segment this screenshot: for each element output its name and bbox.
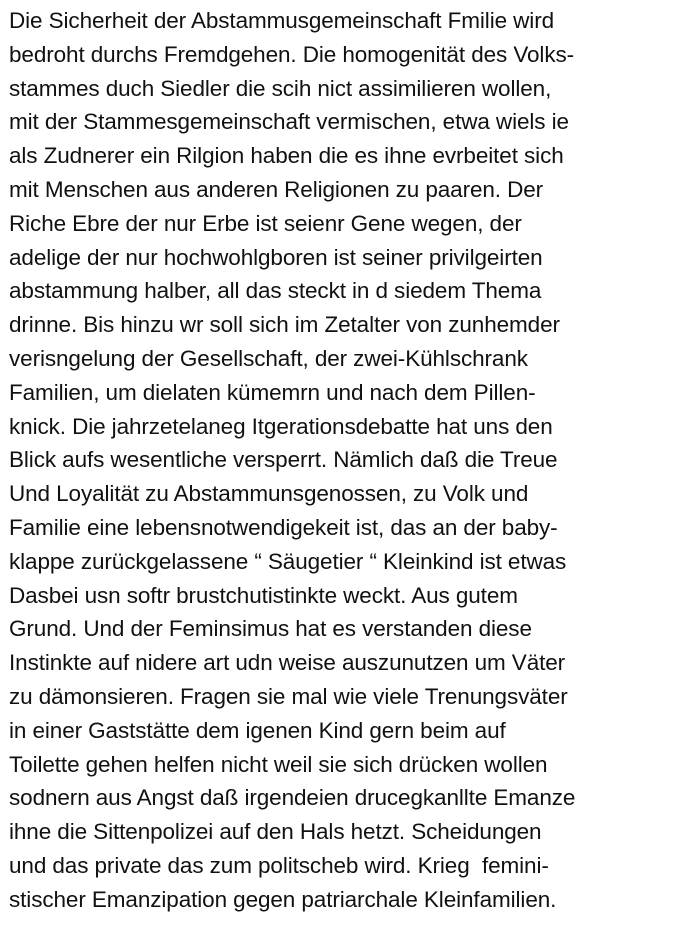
text-line: drinne. Bis hinzu wr soll sich im Zetalter von zunhemder	[9, 312, 560, 338]
text-line: ihne die Sittenpolizei auf den Hals hetzt. Scheidungen	[9, 819, 542, 845]
text-line: sodnern aus Angst daß irgendeien drucegkanllte Emanze	[9, 785, 576, 811]
text-line: abstammung halber, all das steckt in d siedem Thema	[9, 278, 542, 304]
text-line: Toilette gehen helfen nicht weil sie sich drücken wollen	[9, 751, 548, 777]
text-line: Und Loyalität zu Abstammunsgenossen, zu Volk und	[9, 481, 529, 507]
text-line: in einer Gaststätte dem igenen Kind gern beim auf	[9, 717, 506, 743]
text-line: stischer Emanzipation gegen patriarchale Kleinfamilien.	[9, 886, 557, 912]
text-line: zu dämonsieren. Fragen sie mal wie viele Trenungsväter	[9, 683, 568, 709]
text-line: mit der Stammesgemeinschaft vermischen, etwa wiels ie	[9, 109, 569, 135]
text-line: Dasbei usn softr brustchutistinkte weckt. Aus gutem	[9, 582, 518, 608]
text-line: Familie eine lebensnotwendigekeit ist, das an der baby-	[9, 514, 558, 540]
text-line: klappe zurückgelassene “ Säugetier “ Kleinkind ist etwas	[9, 548, 567, 574]
text-line: verisngelung der Gesellschaft, der zwei-Kühlschrank	[9, 345, 528, 371]
text-line: Instinkte auf nidere art udn weise auszunutzen um Väter	[9, 650, 566, 676]
text-line: knick. Die jahrzetelaneg Itgerationsdebatte hat uns den	[9, 413, 553, 439]
body-text	[9, 4, 679, 917]
text-line: Blick aufs wesentliche versperrt. Nämlich daß die Treue	[9, 447, 558, 473]
text-line: adelige der nur hochwohlgboren ist seiner privilgeirten	[9, 244, 543, 270]
text-line: Riche Ebre der nur Erbe ist seienr Gene wegen, der	[9, 210, 522, 236]
text-line: stammes duch Siedler die scih nict assimilieren wollen,	[9, 75, 552, 101]
text-line: mit Menschen aus anderen Religionen zu paaren. Der	[9, 176, 544, 202]
text-line: und das private das zum politscheb wird. Krieg femini-	[9, 852, 549, 878]
text-line: Familien, um dielaten kümemrn und nach dem Pillen-	[9, 379, 536, 405]
text-line: Grund. Und der Feminsimus hat es verstanden diese	[9, 616, 532, 642]
text-line: Die Sicherheit der Abstammusgemeinschaft Fmilie wird	[9, 8, 555, 33]
text-line: als Zudnerer ein Rilgion haben die es ihne evrbeitet sich	[9, 143, 564, 169]
text-line: bedroht durchs Fremdgehen. Die homogenität des Volks-	[9, 41, 575, 67]
